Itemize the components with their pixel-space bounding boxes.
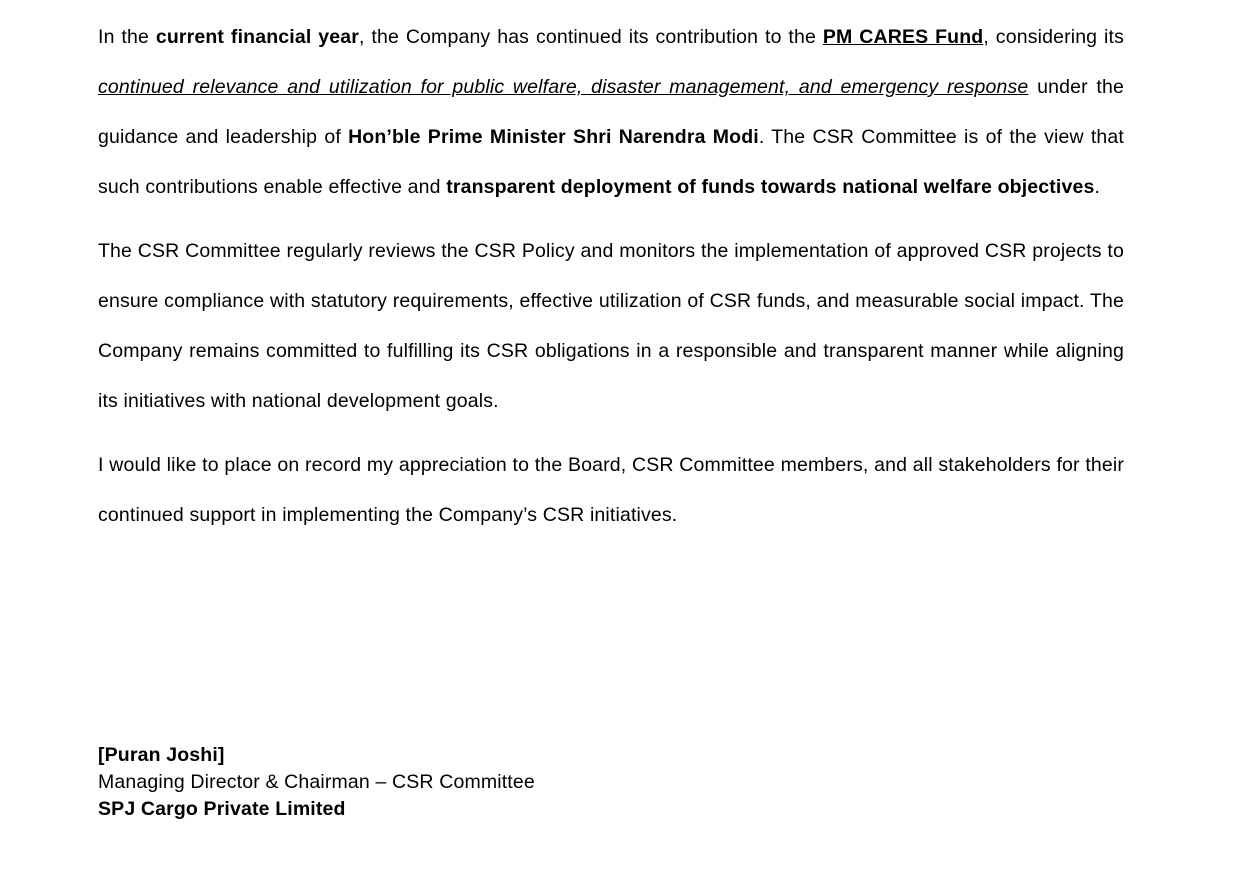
paragraph-appreciation	[98, 440, 1124, 540]
bold-text-run: Hon’ble Prime Minister Shri Narendra Modi	[348, 126, 759, 148]
text-run: I would like to place on record my appreciation to the Board, CSR Committee members, and all stakeholders for their continued support in implementing the Company’s CSR initiatives.	[98, 454, 1124, 526]
underlined-fund-name: PM CARES Fund	[822, 26, 984, 48]
signatory-name: [Puran Joshi]	[98, 744, 225, 766]
text-run: , the Company has continued its contribution to the	[358, 26, 823, 48]
text-run: The CSR Committee regularly reviews the CSR Policy and monitors the implementation of approved CSR projects to ensure compliance with statutory requirements, effective utilization of CSR funds, and measurable social impact. The Company remains committed to fulfilling its CSR obligations in a responsible and transparent manner while aligning its initiatives with national development goals.	[98, 240, 1124, 412]
paragraph-pm-cares	[98, 12, 1124, 212]
letter-body	[98, 12, 1124, 554]
signature-block	[98, 742, 535, 823]
text-run: . The CSR Committee is of the view that such contributions enable effective and	[98, 126, 1124, 198]
text-run: In the	[98, 26, 156, 48]
bold-text-run: current financial year	[155, 26, 359, 48]
text-run: .	[1094, 176, 1101, 198]
italic-underlined-text-run: continued relevance and utilization for public welfare, disaster management, and emergency response	[98, 76, 1029, 98]
text-run: under the guidance and leadership of	[98, 76, 1124, 148]
bold-text-run: transparent deployment of funds towards national welfare objectives	[446, 176, 1095, 198]
paragraph-csr-review	[98, 226, 1124, 426]
text-run: , considering its	[983, 26, 1124, 48]
company-name: SPJ Cargo Private Limited	[98, 798, 346, 820]
signatory-designation: Managing Director & Chairman – CSR Committee	[98, 771, 535, 793]
